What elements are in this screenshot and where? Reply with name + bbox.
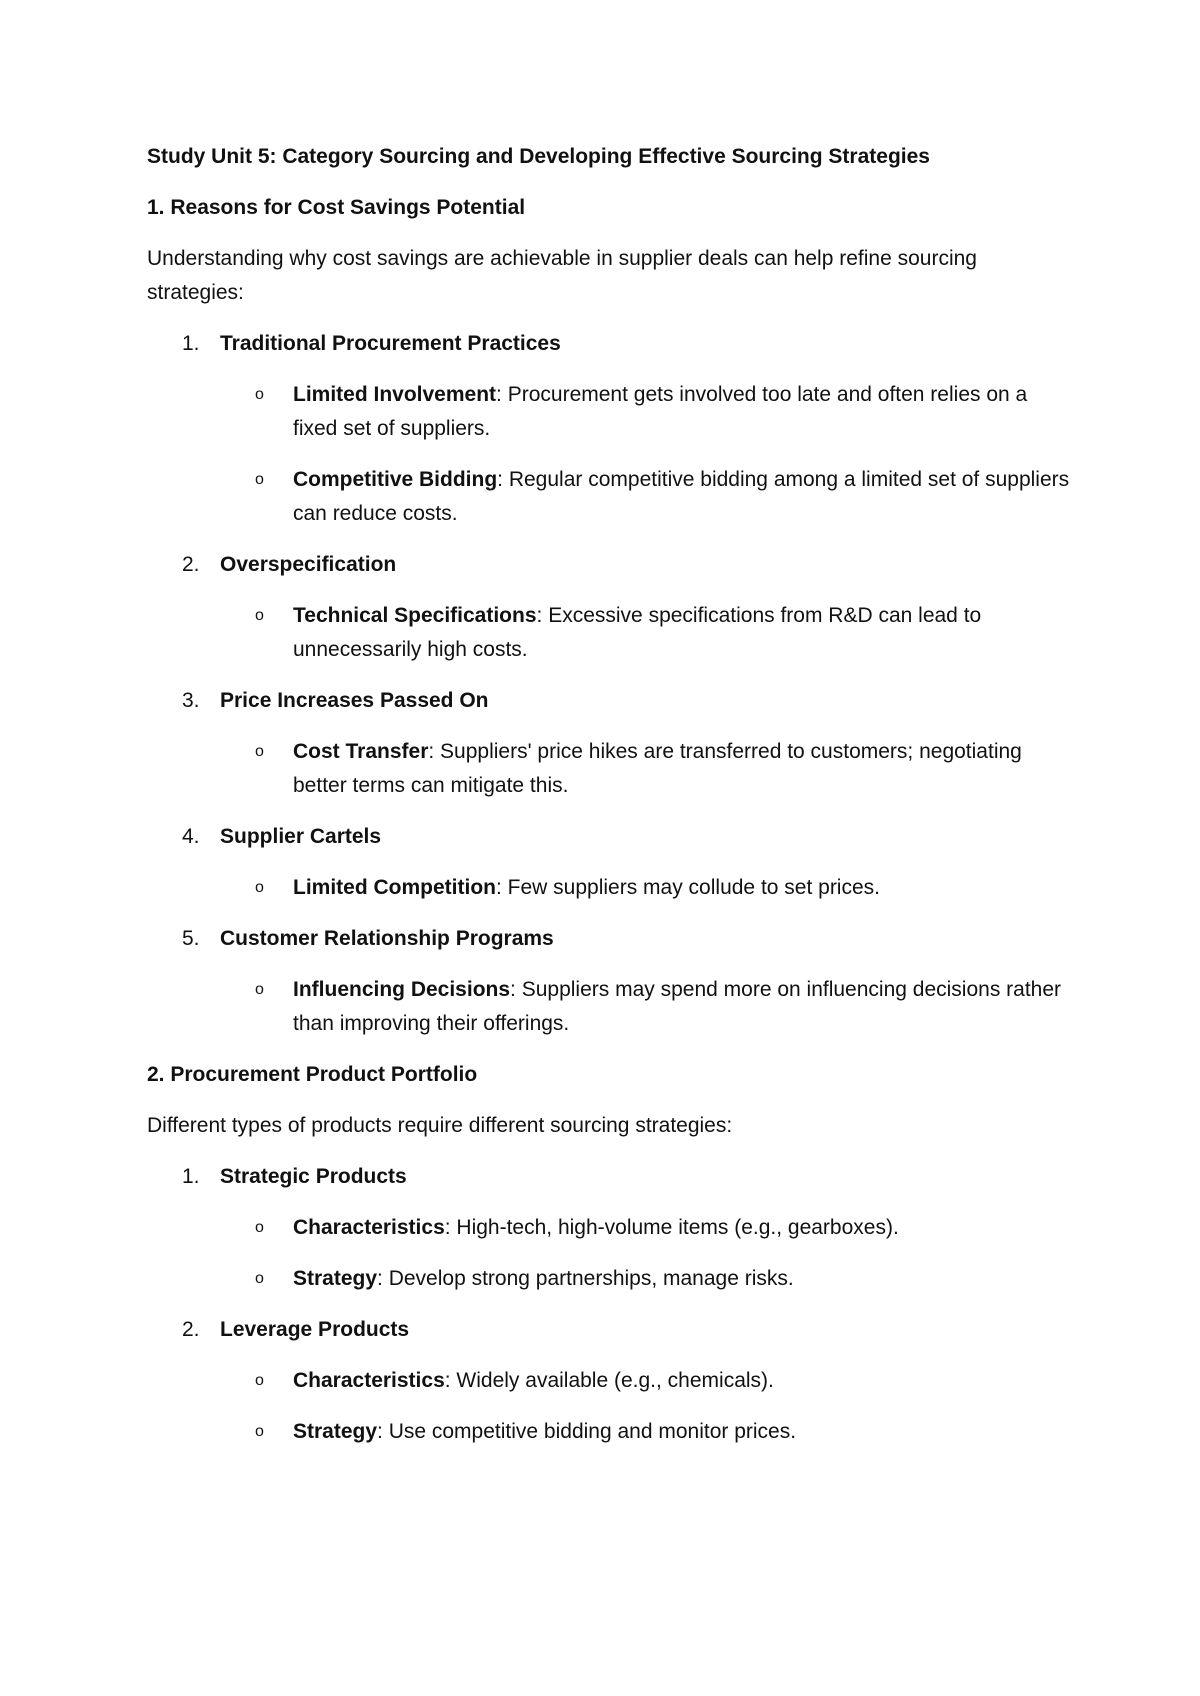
item-label: Price Increases Passed On — [220, 689, 489, 712]
bullet-term: Limited Involvement — [293, 383, 497, 406]
bullet-list — [147, 378, 1077, 531]
bullet-item — [147, 735, 1077, 803]
bullet-list — [147, 871, 1077, 905]
item-number: 2. — [182, 1318, 200, 1341]
list-item — [147, 820, 1077, 905]
bullet-text: : Few suppliers may collude to set prices. — [496, 876, 880, 899]
bullet-marker: o — [255, 1270, 264, 1287]
document-title: Study Unit 5: Category Sourcing and Developing Effective Sourcing Strategies — [147, 145, 930, 168]
list-item — [147, 327, 1077, 531]
bullet-text: : Suppliers' price hikes are transferred to customers; negotiating better terms can mitigate this. — [293, 740, 1022, 797]
bullet-text: : High-tech, high-volume items (e.g., gearboxes). — [444, 1216, 899, 1239]
item-number: 2. — [182, 553, 200, 576]
bullet-marker: o — [255, 1219, 264, 1236]
bullet-term: Competitive Bidding — [293, 468, 498, 491]
bullet-item — [147, 973, 1077, 1041]
bullet-term: Characteristics — [293, 1369, 445, 1392]
item-label: Strategic Products — [220, 1165, 407, 1188]
bullet-text: : Develop strong partnerships, manage risks. — [377, 1267, 794, 1290]
list-item — [147, 1160, 1077, 1296]
bullet-list — [147, 973, 1077, 1041]
bullet-item — [147, 1211, 1077, 1245]
list-item — [147, 1313, 1077, 1449]
bullet-marker: o — [255, 743, 264, 760]
bullet-term: Cost Transfer — [293, 740, 429, 763]
bullet-item — [147, 1364, 1077, 1398]
bullet-marker: o — [255, 471, 264, 488]
bullet-term: Strategy — [293, 1267, 378, 1290]
bullet-item — [147, 1415, 1077, 1449]
bullet-list — [147, 1364, 1077, 1449]
bullet-item — [147, 871, 1077, 905]
item-label: Overspecification — [220, 553, 397, 576]
item-number: 5. — [182, 927, 200, 950]
bullet-text: : Excessive specifications from R&D can lead to unnecessarily high costs. — [293, 604, 982, 661]
bullet-term: Strategy — [293, 1420, 378, 1443]
bullet-term: Influencing Decisions — [293, 978, 511, 1001]
bullet-text: : Suppliers may spend more on influencing decisions rather than improving their offerings. — [293, 978, 1062, 1035]
item-label: Customer Relationship Programs — [220, 927, 554, 950]
bullet-list — [147, 1211, 1077, 1296]
bullet-term: Limited Competition — [293, 876, 496, 899]
section-product-portfolio — [147, 1058, 1077, 1449]
section-heading: 2. Procurement Product Portfolio — [147, 1063, 478, 1086]
list-item — [147, 548, 1077, 667]
bullet-item — [147, 1262, 1077, 1296]
item-number: 1. — [182, 1165, 200, 1188]
numbered-list — [147, 327, 1077, 1041]
bullet-marker: o — [255, 386, 264, 403]
section-intro: Understanding why cost savings are achievable in supplier deals can help refine sourcing strategies: — [147, 247, 977, 304]
item-label: Leverage Products — [220, 1318, 410, 1341]
item-label: Traditional Procurement Practices — [220, 332, 561, 355]
bullet-item — [147, 599, 1077, 667]
list-item — [147, 684, 1077, 803]
bullet-text: : Procurement gets involved too late and often relies on a fixed set of suppliers. — [293, 383, 1028, 440]
bullet-text: : Use competitive bidding and monitor prices. — [377, 1420, 797, 1443]
item-number: 4. — [182, 825, 200, 848]
list-item — [147, 922, 1077, 1041]
section-intro: Different types of products require different sourcing strategies: — [147, 1114, 733, 1137]
bullet-marker: o — [255, 1423, 264, 1440]
bullet-item — [147, 463, 1077, 531]
bullet-term: Characteristics — [293, 1216, 445, 1239]
bullet-text: : Regular competitive bidding among a limited set of suppliers can reduce costs. — [293, 468, 1070, 525]
bullet-item — [147, 378, 1077, 446]
item-number: 3. — [182, 689, 200, 712]
bullet-marker: o — [255, 1372, 264, 1389]
bullet-marker: o — [255, 607, 264, 624]
bullet-marker: o — [255, 879, 264, 896]
bullet-text: : Widely available (e.g., chemicals). — [444, 1369, 774, 1392]
item-number: 1. — [182, 332, 200, 355]
section-cost-savings — [147, 191, 1077, 1041]
bullet-list — [147, 599, 1077, 667]
bullet-term: Technical Specifications — [293, 604, 537, 627]
document-page — [147, 140, 1077, 1466]
item-label: Supplier Cartels — [220, 825, 382, 848]
bullet-list — [147, 735, 1077, 803]
section-heading: 1. Reasons for Cost Savings Potential — [147, 196, 526, 219]
bullet-marker: o — [255, 981, 264, 998]
numbered-list — [147, 1160, 1077, 1449]
